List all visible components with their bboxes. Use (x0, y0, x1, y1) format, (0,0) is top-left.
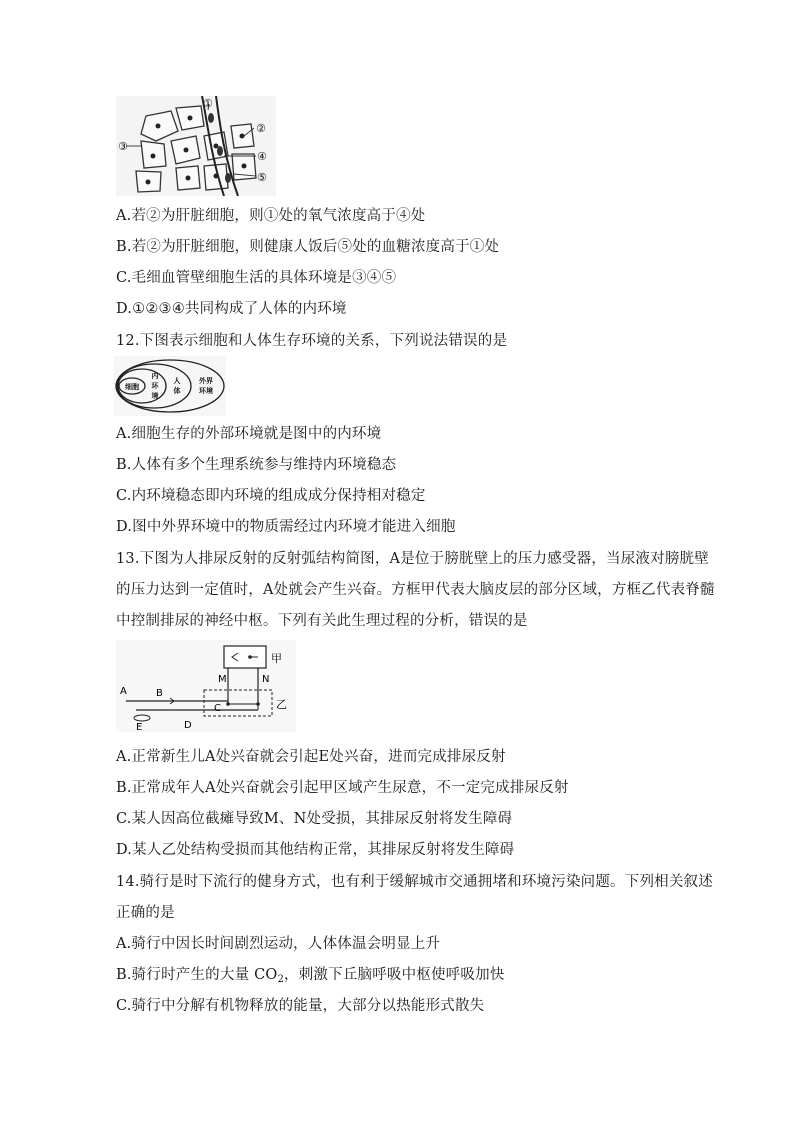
label-4: ④ (257, 150, 267, 163)
q14-option-b-end: ，刺激下丘脑呼吸中枢使呼吸加快 (284, 967, 505, 983)
inner-env-label-2: 环 (151, 382, 159, 390)
q14-option-b (116, 965, 505, 990)
q12-option-a: A.细胞生存的外部环境就是图中的内环境 (116, 426, 382, 442)
inner-env-label-1: 内 (151, 372, 159, 380)
q14-stem-line-2: 正确的是 (116, 905, 175, 921)
body-label-1: 人 (173, 377, 181, 385)
q11-option-b: B.若②为肝脏细胞，则健康人饭后⑤处的血糖浓度高于①处 (116, 239, 500, 255)
q14-stem-line-1: 14.骑行是时下流行的健身方式，也有利于缓解城市交通拥堵和环境污染问题。下列相关叙述 (116, 874, 713, 890)
label-yi: 乙 (276, 698, 287, 711)
environment-nesting-diagram (114, 356, 226, 416)
outer-env-label-2: 环境 (199, 387, 213, 395)
q11-option-c: C.毛细血管壁细胞生活的具体环境是③④⑤ (116, 270, 397, 286)
q13-option-a: A.正常新生儿A处兴奋就会引起E处兴奋，进而完成排尿反射 (116, 749, 506, 765)
q14-option-a: A.骑行中因长时间剧烈运动，人体体温会明显上升 (116, 936, 441, 952)
label-b: B (156, 688, 163, 699)
body-label-2: 体 (173, 387, 181, 395)
inner-env-label-3: 境 (151, 392, 159, 400)
q13-stem-line-1: 13.下图为人排尿反射的反射弧结构简图，A是位于膀胱壁上的压力感受器，当尿液对膀胱壁 (116, 551, 709, 567)
q13-option-b: B.正常成年人A处兴奋就会引起甲区域产生尿意，不一定完成排尿反射 (116, 780, 569, 796)
label-c: C (214, 703, 221, 714)
reflex-arc-diagram (116, 640, 296, 732)
label-n: N (262, 674, 270, 685)
q12-option-d: D.图中外界环境中的物质需经过内环境才能进入细胞 (116, 519, 456, 535)
q12-option-b: B.人体有多个生理系统参与维持内环境稳态 (116, 457, 397, 473)
cell-label: 细胞 (125, 383, 139, 391)
label-m: M (218, 674, 227, 685)
q13-option-c: C.某人因高位截瘫导致M、N处受损，其排尿反射将发生障碍 (116, 811, 513, 827)
outer-env-label-1: 外界 (199, 377, 213, 385)
label-3: ③ (118, 140, 128, 153)
co2-subscript: 2 (277, 974, 285, 985)
label-5: ⑤ (257, 171, 267, 184)
q13-option-d: D.某人乙处结构受损而其他结构正常，其排尿反射将发生障碍 (116, 842, 515, 858)
label-1: ① (203, 97, 213, 110)
label-2: ② (256, 122, 266, 135)
q12-option-c: C.内环境稳态即内环境的组成成分保持相对稳定 (116, 488, 426, 504)
q14-option-c: C.骑行中分解有机物释放的能量，大部分以热能形式散失 (116, 998, 485, 1014)
q13-stem-line-3: 中控制排尿的神经中枢。下列有关此生理过程的分析，错误的是 (116, 613, 528, 629)
q13-stem-line-2: 的压力达到一定值时，A处就会产生兴奋。方框甲代表大脑皮层的部分区域，方框乙代表脊髓 (116, 582, 715, 598)
label-d: D (184, 720, 192, 731)
capillary-tissue-figure (116, 96, 276, 196)
label-jia: 甲 (271, 652, 282, 665)
q12-stem: 12.下图表示细胞和人体生存环境的关系，下列说法错误的是 (116, 333, 508, 349)
q11-option-d: D.①②③④共同构成了人体的内环境 (116, 301, 347, 317)
q14-option-b-start: B.骑行时产生的大量 CO (116, 967, 278, 983)
label-a: A (120, 686, 127, 697)
q11-option-a: A.若②为肝脏细胞，则①处的氧气浓度高于④处 (116, 208, 426, 224)
label-e: E (136, 722, 143, 732)
